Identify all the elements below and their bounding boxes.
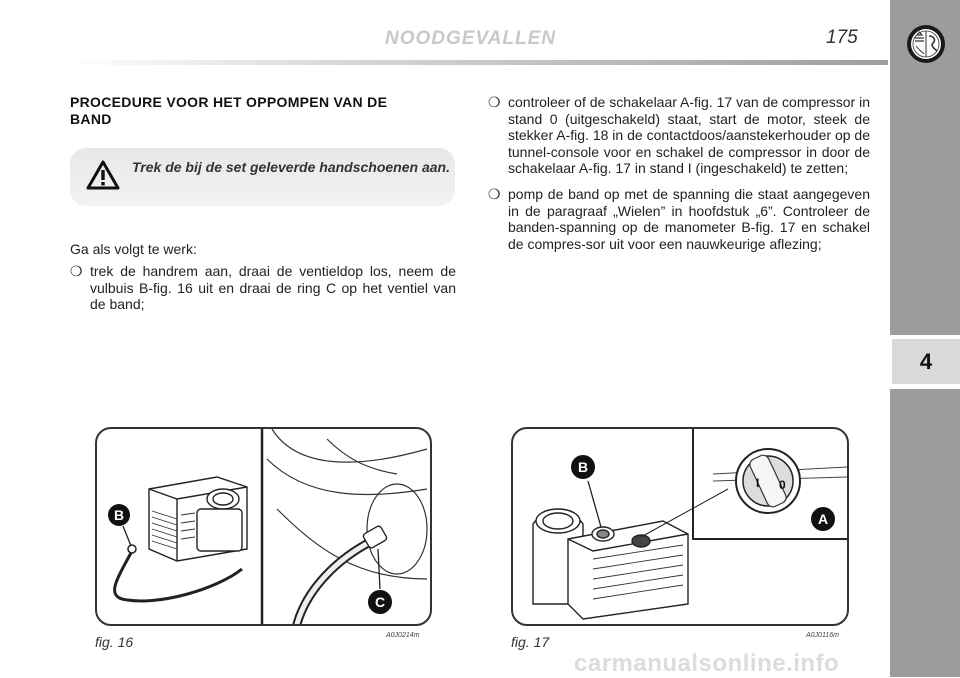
list-item-text: pomp de band op met de spanning die staat aangegeven in de paragraaf „Wielen” in hoofdstuk „6”. Controleer de banden-spanning op de manometer B-fig. 17 en schakel de compres-sor uit voor een nauwkeurige aflezing; (508, 186, 870, 252)
list-item (488, 186, 870, 252)
intro-text: Ga als volgt te werk: (70, 241, 197, 257)
chapter-number: 4 (919, 348, 933, 374)
bullet-marker: ❍ (488, 94, 501, 110)
figure-label-b: B (577, 459, 589, 475)
warning-text: Trek de bij de set geleverde handschoenen aan. (132, 159, 450, 175)
list-item-text: controleer of de schakelaar A-fig. 17 van de compressor in stand 0 (uitgeschakeld) staat, start de motor, steek de stekker A-fig. 18 in de contactdoos/aanstekerhouder op de tunnel-console voor en schakel de compressor in door de schakelaar A-fig. 17 in stand I (ingeschakeld) te zetten; (508, 94, 870, 176)
figure-code: A0J0214m (386, 632, 420, 639)
compressor-switch-illustration (513, 429, 847, 624)
figure-17 (511, 427, 849, 626)
switch-label-on: I (756, 476, 760, 490)
bullet-marker: ❍ (70, 263, 83, 279)
figure-label-a: A (817, 511, 829, 527)
alfa-romeo-logo-icon (906, 24, 946, 64)
compressor-hose-illustration (97, 429, 430, 624)
figure-caption: fig. 16 (95, 634, 134, 650)
list-item (70, 263, 456, 313)
section-heading: PROCEDURE VOOR HET OPPOMPEN VAN DE BAND (70, 94, 388, 127)
chapter-title: NOODGEVALLEN (385, 28, 557, 49)
warning-triangle-icon (86, 160, 120, 190)
figure-caption: fig. 17 (511, 634, 550, 650)
chapter-tab[interactable] (892, 339, 960, 384)
header-rule (68, 60, 888, 65)
warning-box (70, 148, 455, 206)
watermark: carmanualsonline.info (574, 650, 840, 677)
figure-16 (95, 427, 432, 626)
list-item (488, 94, 870, 177)
list-item-text: trek de handrem aan, draai de ventieldop los, neem de vulbuis B-fig. 16 uit en draai de ring C op het ventiel van de band; (90, 263, 456, 312)
figure-label-c: C (374, 594, 386, 610)
switch-label-off: 0 (779, 478, 786, 492)
figure-label-b: B (113, 507, 125, 523)
page-number: 175 (826, 27, 858, 48)
bullet-marker: ❍ (488, 186, 501, 202)
sidebar-bottom (890, 389, 960, 677)
figure-code: A0J0116m (806, 632, 839, 639)
